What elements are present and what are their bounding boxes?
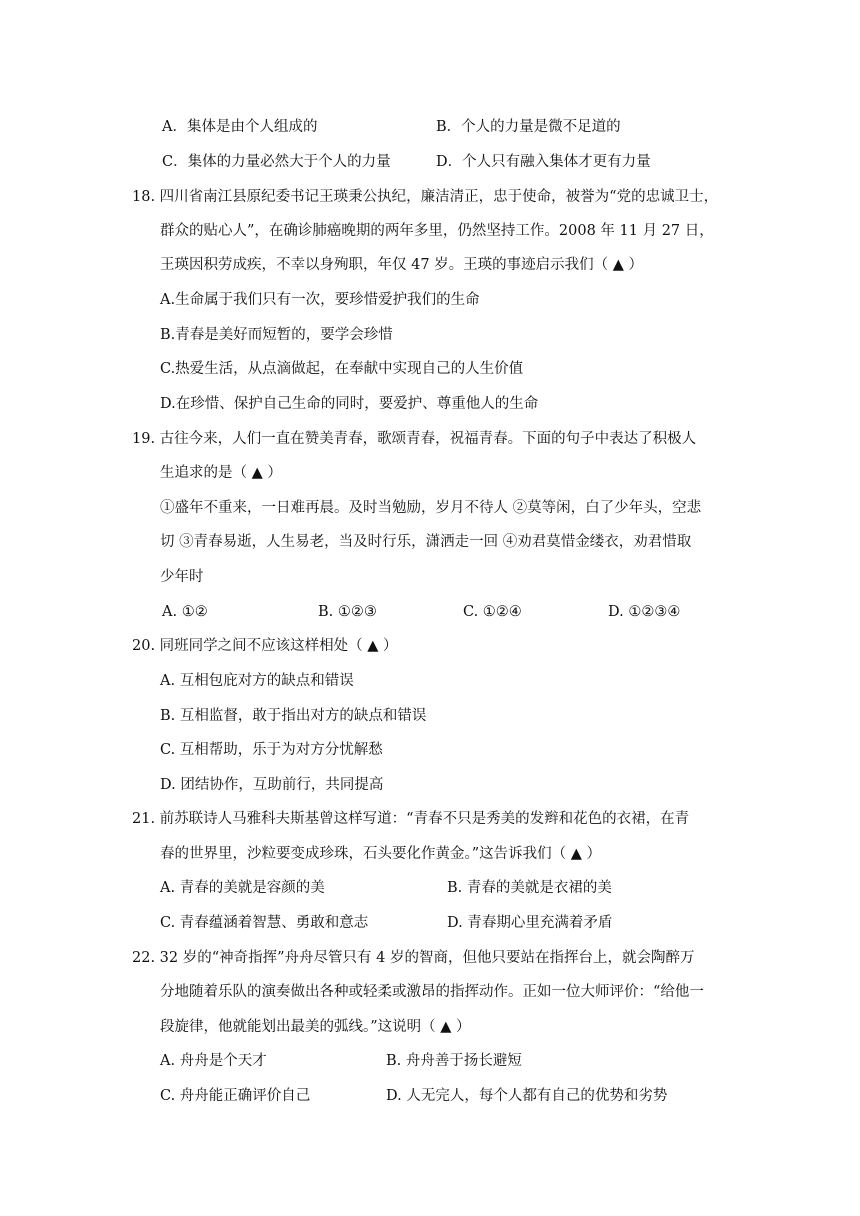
q19-option-c: C. ①②④ [463,604,522,620]
q19-stem-line-4: 切 ③青春易逝，人生易老，当及时行乐，潇洒走一回 ④劝君莫惜金缕衣，劝君惜取 [160,534,692,550]
q19-stem-line-3: ①盛年不重来，一日难再晨。及时当勉励，岁月不待人 ②莫等闲，白了少年头，空悲 [160,500,702,516]
q19-option-d: D. ①②③④ [608,604,681,620]
q18-option-c: C.热爱生活，从点滴做起，在奉献中实现自己的人生价值 [160,361,524,377]
q21-option-b: B. 青春的美就是衣裙的美 [447,880,612,896]
q21-option-d: D. 青春期心里充满着矛盾 [447,915,613,931]
q20-option-c: C. 互相帮助，乐于为对方分忧解愁 [160,742,383,758]
q18-stem-line-3: 王瑛因积劳成疾，不幸以身殉职，年仅 47 岁。王瑛的事迹启示我们（ ▲ ） [160,257,644,273]
q19-stem-line-2: 生追求的是（ ▲ ） [160,465,282,481]
q17-option-a: A．集体是由个人组成的 [162,119,318,135]
q17-option-d: D．个人只有融入集体才更有力量 [436,154,651,170]
q20-option-b: B. 互相监督，敢于指出对方的缺点和错误 [160,708,427,724]
q18-option-a: A.生命属于我们只有一次，要珍惜爱护我们的生命 [160,292,480,308]
q19-option-a: A. ①② [162,604,208,620]
q22-stem-line-2: 分地随着乐队的演奏做出各种或轻柔或激昂的指挥动作。正如一位大师评价：“给他一 [160,984,704,1000]
q18-option-b: B.青春是美好而短暂的，要学会珍惜 [160,327,393,343]
q19-stem-line-5: 少年时 [160,569,204,585]
q18-stem-line-2: 群众的贴心人”，在确诊肺癌晚期的两年多里，仍然坚持工作。2008 年 11 月 27 日， [160,223,714,239]
q22-option-b: B. 舟舟善于扬长避短 [386,1053,522,1069]
q17-option-c: C．集体的力量必然大于个人的力量 [162,154,391,170]
q22-stem-line-1: 22. 32 岁的“神奇指挥”舟舟尽管只有 4 岁的智商，但他只要站在指挥台上，就会陶醉万 [132,950,695,966]
q19-stem-line-1: 19. 古往今来，人们一直在赞美青春，歌颂青春，祝福青春。下面的句子中表达了积极人 [132,431,697,447]
q18-option-d: D.在珍惜、保护自己生命的同时，要爱护、尊重他人的生命 [160,396,539,412]
q21-option-a: A. 青春的美就是容颜的美 [160,880,325,896]
q22-option-c: C. 舟舟能正确评价自己 [160,1088,311,1104]
q21-stem-line-2: 春的世界里，沙粒要变成珍珠，石头要化作黄金。”这告诉我们（ ▲ ） [160,846,602,862]
q19-option-b: B. ①②③ [318,604,377,620]
q22-stem-line-3: 段旋律，他就能划出最美的弧线。”这说明（ ▲ ） [160,1019,471,1035]
q22-option-d: D. 人无完人，每个人都有自己的优势和劣势 [386,1088,668,1104]
q20-option-d: D. 团结协作，互助前行，共同提高 [160,777,384,793]
q18-stem-line-1: 18. 四川省南江县原纪委书记王瑛秉公执纪，廉洁清正，忠于使命，被誉为“党的忠诚卫士， [132,189,719,205]
q20-option-a: A. 互相包庇对方的缺点和错误 [160,673,354,689]
q21-option-c: C. 青春蕴涵着智慧、勇敢和意志 [160,915,369,931]
q22-option-a: A. 舟舟是个天才 [160,1053,267,1069]
q20-stem-line-1: 20. 同班同学之间不应该这样相处（ ▲ ） [132,638,398,654]
q21-stem-line-1: 21. 前苏联诗人马雅科夫斯基曾这样写道：“青春不只是秀美的发辫和花色的衣裙，在青 [132,811,690,827]
q17-option-b: B．个人的力量是微不足道的 [436,119,621,135]
